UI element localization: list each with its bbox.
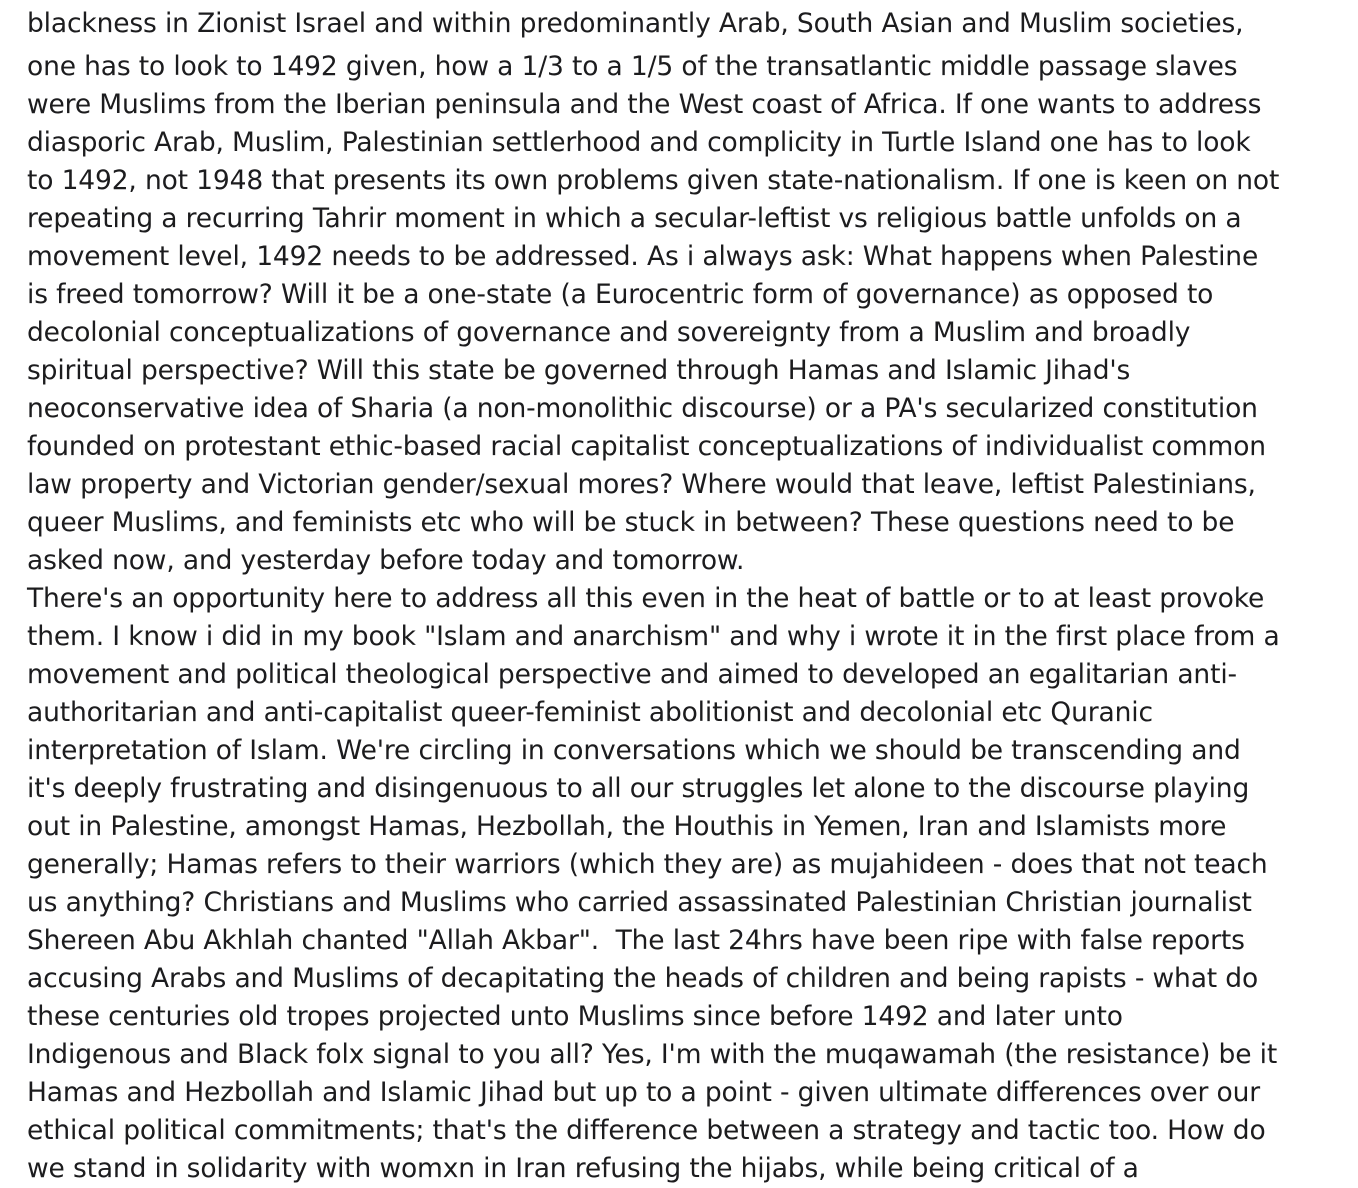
text-line: to 1492, not 1948 that presents its own problems given state-nationalism. If one is keen on not [27,165,1280,196]
text-line: interpretation of Islam. We're circling in conversations which we should be transcending and [27,735,1241,766]
text-line: generally; Hamas refers to their warriors (which they are) as mujahideen - does that not teach [27,849,1268,880]
text-line: neoconservative idea of Sharia (a non-monolithic discourse) or a PA's secularized constitution [27,393,1258,424]
text-line: we stand in solidarity with womxn in Iran refusing the hijabs, while being critical of a [27,1153,1139,1184]
text-line: queer Muslims, and feminists etc who will be stuck in between? These questions need to be [27,507,1235,538]
text-line: decolonial conceptualizations of governance and sovereignty from a Muslim and broadly [27,317,1191,348]
text-line: asked now, and yesterday before today and tomorrow. [27,545,745,576]
text-line: law property and Victorian gender/sexual mores? Where would that leave, leftist Palestinians, [27,469,1256,500]
text-line: ethical political commitments; that's the difference between a strategy and tactic too. How do [27,1115,1266,1146]
text-line: founded on protestant ethic-based racial capitalist conceptualizations of individualist common [27,431,1266,462]
text-line: There's an opportunity here to address all this even in the heat of battle or to at least provoke [27,583,1265,614]
text-line: authoritarian and anti-capitalist queer-feminist abolitionist and decolonial etc Quranic [27,697,1153,728]
text-line: these centuries old tropes projected unto Muslims since before 1492 and later unto [27,1001,1123,1032]
text-line: it's deeply frustrating and disingenuous to all our struggles let alone to the discourse playing [27,773,1250,804]
text-line: one has to look to 1492 given, how a 1/3 to a 1/5 of the transatlantic middle passage slaves [27,51,1238,82]
text-line: Hamas and Hezbollah and Islamic Jihad but up to a point - given ultimate differences over our [27,1077,1260,1108]
text-line: movement and political theological perspective and aimed to developed an egalitarian anti- [27,659,1237,690]
text-line: accusing Arabs and Muslims of decapitating the heads of children and being rapists - what do [27,963,1259,994]
text-line: movement level, 1492 needs to be addressed. As i always ask: What happens when Palestine [27,241,1259,272]
text-line: Indigenous and Black folx signal to you all? Yes, I'm with the muqawamah (the resistance) be it [27,1039,1278,1070]
post-text-body [27,0,1337,1188]
text-line: blackness in Zionist Israel and within predominantly Arab, South Asian and Muslim societies, [27,8,1244,39]
text-line: out in Palestine, amongst Hamas, Hezbollah, the Houthis in Yemen, Iran and Islamists more [27,811,1227,842]
text-line: were Muslims from the Iberian peninsula and the West coast of Africa. If one wants to address [27,89,1262,120]
text-line: is freed tomorrow? Will it be a one-state (a Eurocentric form of governance) as opposed to [27,279,1214,310]
text-line: repeating a recurring Tahrir moment in which a secular-leftist vs religious battle unfolds on a [27,203,1242,234]
text-line: Shereen Abu Akhlah chanted "Allah Akbar". The last 24hrs have been ripe with false reports [27,925,1245,956]
text-line: them. I know i did in my book "Islam and anarchism" and why i wrote it in the first place from a [27,621,1280,652]
text-line: spiritual perspective? Will this state be governed through Hamas and Islamic Jihad's [27,355,1131,386]
viewport-top-edge [0,0,1358,5]
text-line: us anything? Christians and Muslims who carried assassinated Palestinian Christian journalist [27,887,1252,918]
text-line: diasporic Arab, Muslim, Palestinian settlerhood and complicity in Turtle Island one has to look [27,127,1251,158]
